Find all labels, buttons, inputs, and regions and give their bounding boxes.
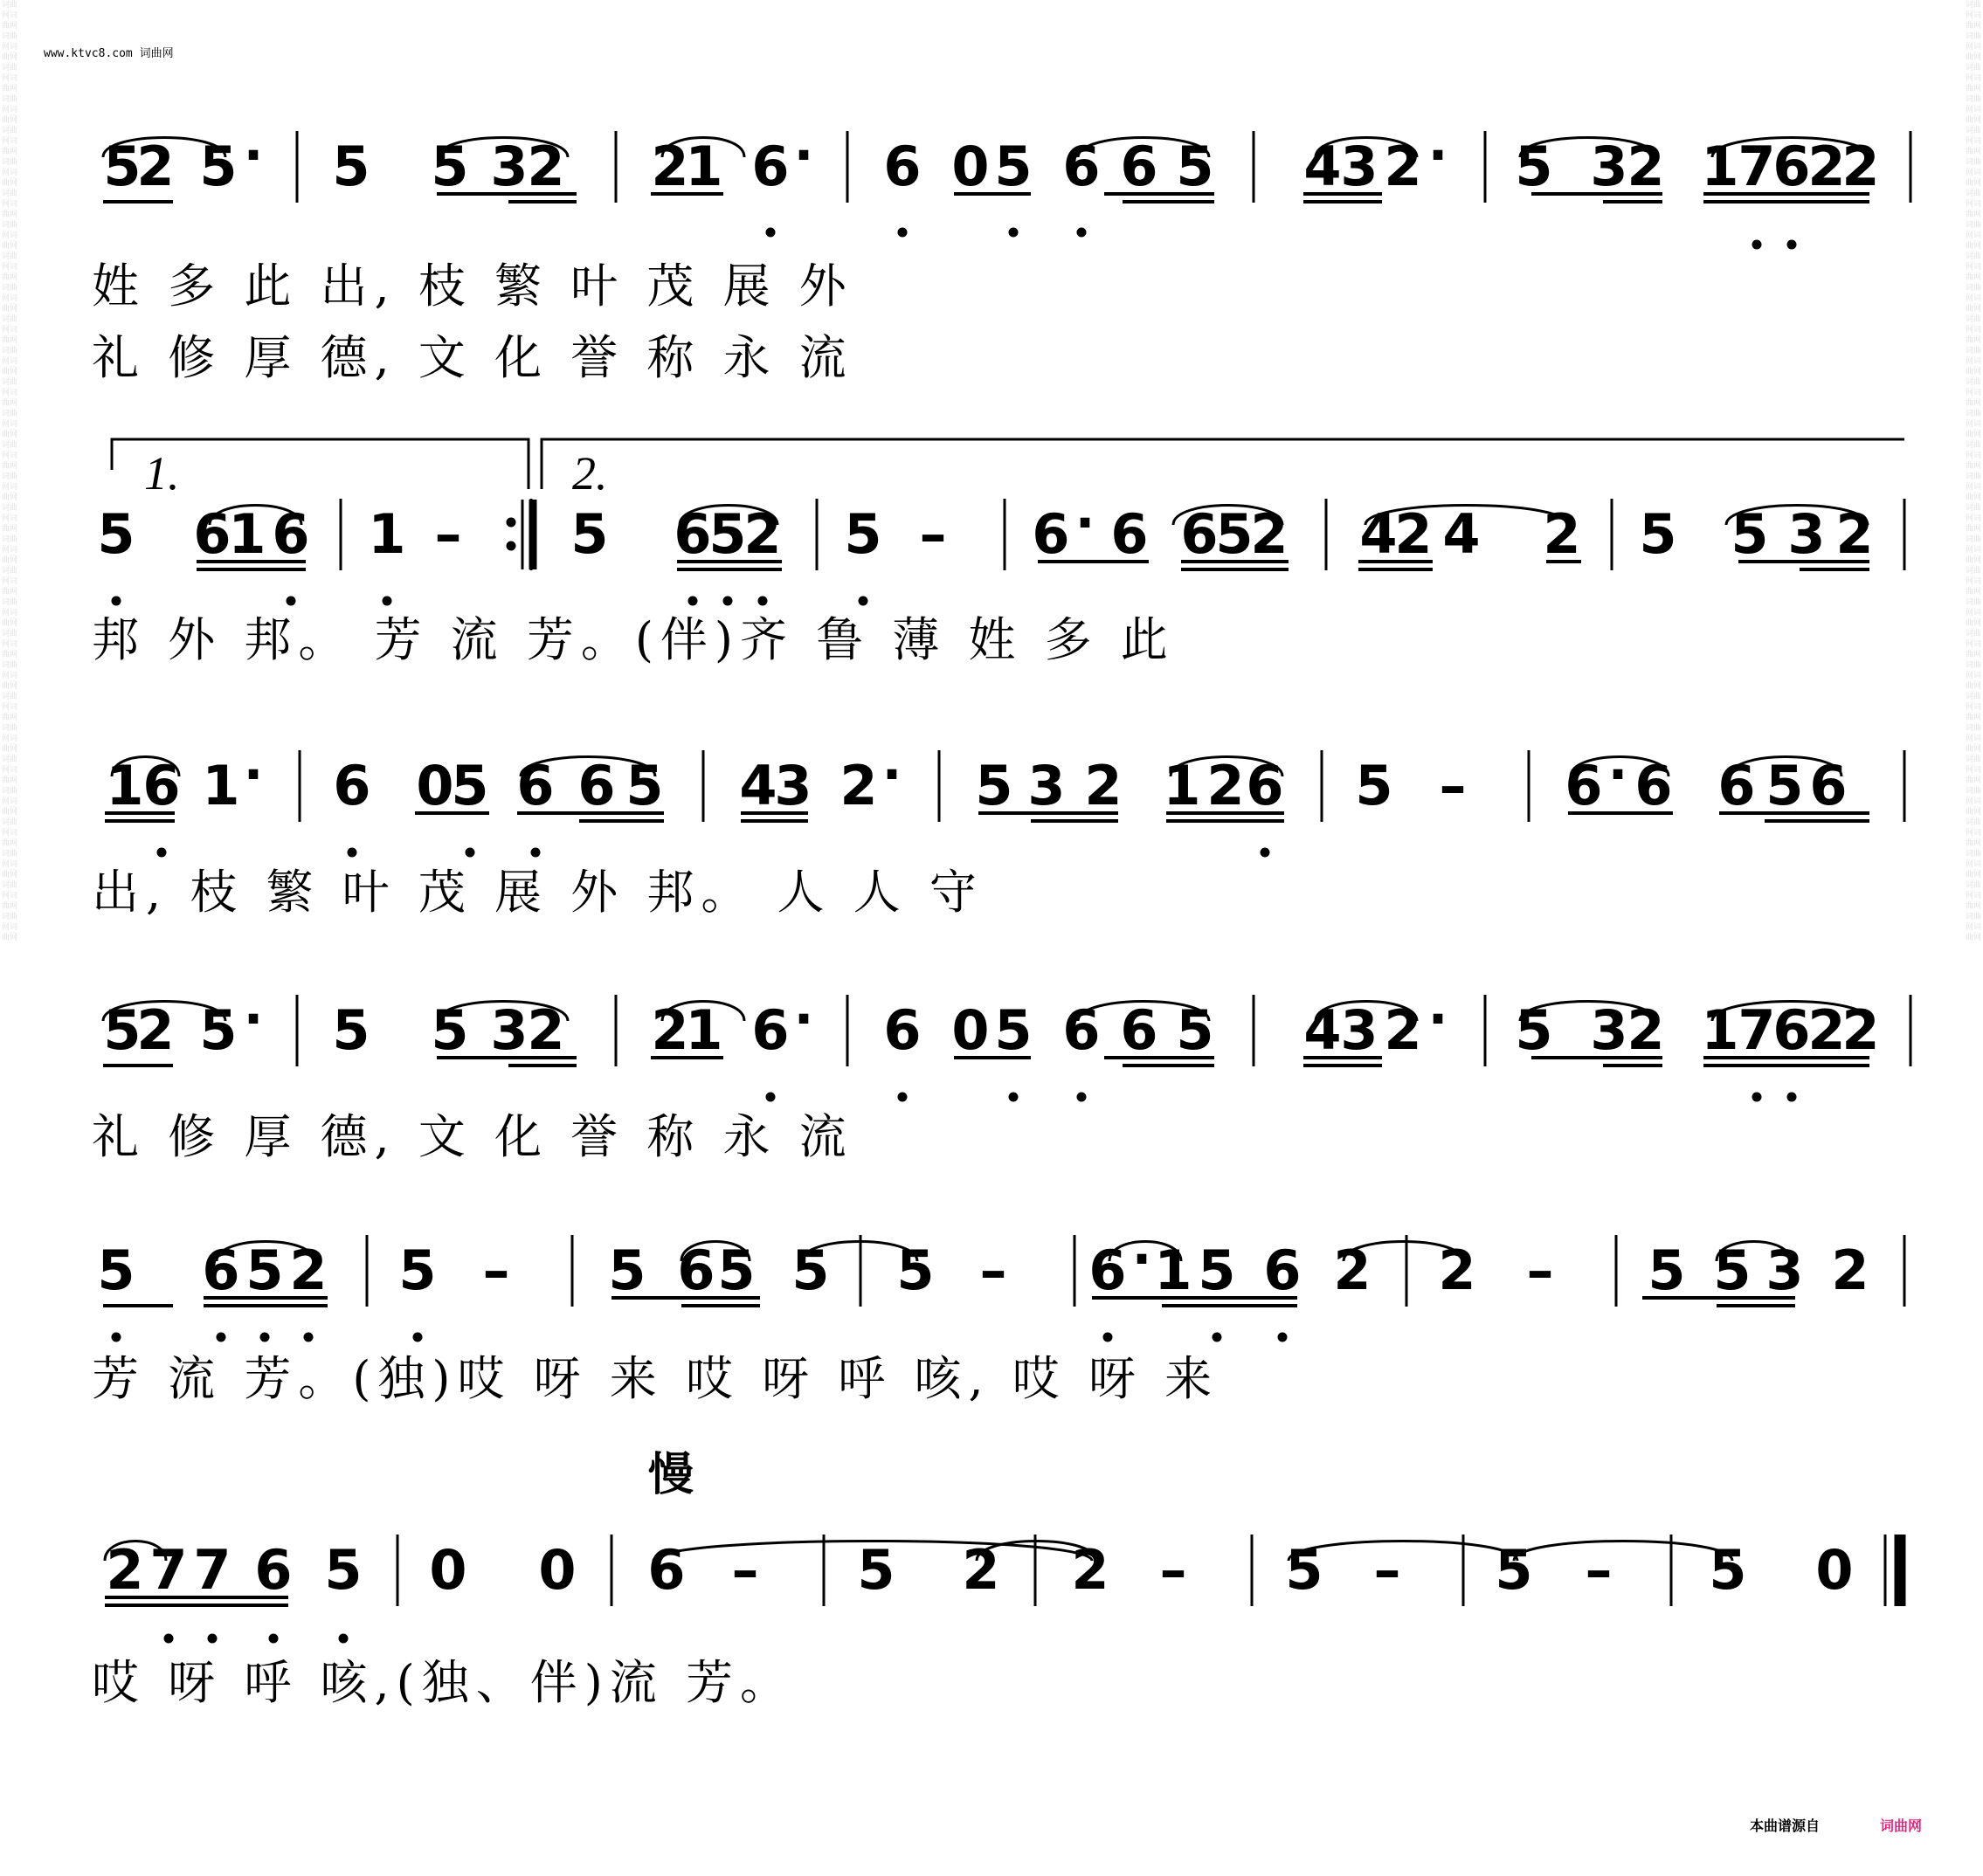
system-3-note: – — [1439, 754, 1467, 817]
system-3-note: 6 — [577, 754, 616, 817]
system-4-note: 2 — [1841, 998, 1880, 1062]
system-1-note: 2 — [1384, 134, 1422, 198]
source-label: 本曲谱源自 — [1750, 1817, 1821, 1834]
system-4-note: 6 — [1772, 998, 1811, 1062]
system-4-note: 6 — [1062, 998, 1101, 1062]
system-4-note: 6 — [751, 998, 790, 1062]
system-1-note: 6 — [751, 134, 790, 198]
system-1-note: 6 — [1120, 134, 1158, 198]
system-3-note: 1 — [202, 754, 240, 817]
system-3-note: 5 — [451, 754, 489, 817]
system-1-note: 3 — [1590, 134, 1628, 198]
system-1-note: 5 — [431, 134, 469, 198]
system-4-augmentation-dot: · — [243, 989, 264, 1050]
system-1-octave-dot — [1009, 228, 1019, 238]
repeat-dot — [507, 518, 516, 528]
system-3-octave-dot — [1261, 848, 1270, 858]
system-1-note: 4 — [1303, 134, 1342, 198]
system-6-slur — [1514, 1541, 1732, 1562]
system-2-note: 2 — [1835, 502, 1874, 566]
system-2-note: 6 — [1032, 502, 1070, 566]
source-site-name: 词曲网 — [1880, 1817, 1923, 1834]
system-4-note: 2 — [1627, 998, 1665, 1062]
system-6-note: – — [731, 1538, 759, 1602]
system-3-octave-dot — [466, 848, 475, 858]
system-5-note: 6 — [202, 1238, 240, 1302]
system-3-note: 1 — [106, 754, 144, 817]
system-1-octave-dot — [766, 228, 776, 238]
system-5-octave-dot — [1278, 1333, 1288, 1342]
system-6-note: 5 — [1285, 1538, 1323, 1602]
system-4-note: 3 — [1590, 998, 1628, 1062]
system-2-augmentation-dot: · — [1074, 493, 1095, 554]
system-4-note: 6 — [1120, 998, 1158, 1062]
system-3-augmentation-dot: · — [1607, 744, 1628, 805]
system-3-note: 5 — [975, 754, 1013, 817]
system-4-octave-dot — [1752, 1093, 1762, 1102]
system-2-note: 6 — [272, 502, 310, 566]
system-4-octave-dot — [766, 1093, 776, 1102]
system-6-note: 7 — [193, 1538, 231, 1602]
system-4-note: 6 — [883, 998, 922, 1062]
system-6-note: 5 — [324, 1538, 363, 1602]
system-1-lyric-line: 姓 多 此 出, 枝 繁 叶 茂 展 外 — [92, 259, 853, 314]
system-3-augmentation-dot: · — [243, 744, 264, 805]
system-1-augmentation-dot: · — [1427, 125, 1448, 186]
system-4-octave-dot — [1077, 1093, 1087, 1102]
system-2-note: 6 — [1180, 502, 1219, 566]
system-1-note: 5 — [103, 134, 142, 198]
system-2-lyric-line: 邦 外 邦。 芳 流 芳。(伴)齐 鲁 薄 姓 多 此 — [92, 612, 1175, 667]
system-1-note: 5 — [199, 134, 238, 198]
side-watermark-right: 词曲网词曲网词曲网词曲网词曲网词曲网词曲网词曲网词曲网词曲网词曲网词曲网词曲网词曲网词曲网词曲网词曲网词曲网词曲网词曲网词曲网词曲网词曲网词曲网词曲网词曲网词曲网词曲网词曲网词曲网词曲网词曲网词曲网词曲网词曲网词曲网词曲网词曲网词曲网词曲网词曲网词曲网词曲网词曲网词曲网词曲网词曲网词曲网词曲网词曲网词曲网词曲网词曲网词曲网词曲网词曲网词曲网词曲网词曲网词曲网 — [1966, 1, 1981, 942]
system-6-note: 5 — [1709, 1538, 1747, 1602]
system-5-octave-dot — [260, 1333, 270, 1342]
system-2-note: 5 — [708, 502, 747, 566]
system-3-octave-dot — [348, 848, 357, 858]
system-1-augmentation-dot: · — [793, 125, 814, 186]
system-1-note: 2 — [1841, 134, 1880, 198]
system-4-note: 7 — [1738, 998, 1776, 1062]
system-1-note: 7 — [1738, 134, 1776, 198]
system-2-note: 5 — [570, 502, 609, 566]
system-5-note: 5 — [97, 1238, 135, 1302]
system-5-note: 2 — [1438, 1238, 1476, 1302]
system-1-note: 6 — [1062, 134, 1101, 198]
system-3-note: 6 — [516, 754, 555, 817]
system-5-note: 6 — [1088, 1238, 1127, 1302]
system-5-note: 6 — [1263, 1238, 1302, 1302]
system-1-note: 2 — [136, 134, 175, 198]
system-4-note: 3 — [1340, 998, 1378, 1062]
system-6-note: 7 — [149, 1538, 188, 1602]
system-1-note: 5 — [994, 134, 1033, 198]
system-5-note: – — [482, 1238, 510, 1302]
system-6-note: – — [1585, 1538, 1613, 1602]
system-4-note: 3 — [490, 998, 529, 1062]
system-2-note: 2 — [1543, 502, 1581, 566]
system-3-note: 6 — [333, 754, 371, 817]
system-1-note: 1 — [685, 134, 723, 198]
system-6-note: 2 — [1071, 1538, 1109, 1602]
system-4-augmentation-dot: · — [1427, 989, 1448, 1050]
system-4-note: 5 — [332, 998, 370, 1062]
system-1-note: 5 — [1176, 134, 1214, 198]
system-4-octave-dot — [1009, 1093, 1019, 1102]
system-5-note: – — [1526, 1238, 1554, 1302]
system-4-octave-dot — [1787, 1093, 1797, 1102]
system-4-note: 5 — [431, 998, 469, 1062]
system-3-note: 1 — [1163, 754, 1201, 817]
system-1-note: 1 — [1701, 134, 1739, 198]
system-6-note: 0 — [1815, 1538, 1854, 1602]
system-3-note: 6 — [1565, 754, 1603, 817]
system-4-augmentation-dot: · — [793, 989, 814, 1050]
system-5-octave-dot — [304, 1333, 314, 1342]
system-2-note: 6 — [674, 502, 712, 566]
system-3-note: 3 — [1027, 754, 1066, 817]
system-2-note: 5 — [1731, 502, 1769, 566]
system-2-note: 5 — [844, 502, 882, 566]
system-3-lyric-line: 出, 枝 繁 叶 茂 展 外 邦。 人 人 守 — [92, 865, 984, 920]
system-5-note: 1 — [1154, 1238, 1192, 1302]
system-4-note: 2 — [651, 998, 689, 1062]
system-6-lyric-line: 哎 呀 呼 咳,(独、伴)流 芳。 — [92, 1655, 794, 1710]
system-4-note: 5 — [1176, 998, 1214, 1062]
system-2-note: 5 — [1639, 502, 1677, 566]
system-2-octave-dot — [859, 597, 868, 606]
system-2-note: 2 — [743, 502, 782, 566]
system-1-note: 5 — [332, 134, 370, 198]
system-6-note: 0 — [429, 1538, 467, 1602]
system-3-note: 5 — [1765, 754, 1804, 817]
system-1-note: 6 — [1772, 134, 1811, 198]
side-watermark-left: 词曲网词曲网词曲网词曲网词曲网词曲网词曲网词曲网词曲网词曲网词曲网词曲网词曲网词曲网词曲网词曲网词曲网词曲网词曲网词曲网词曲网词曲网词曲网词曲网词曲网词曲网词曲网词曲网词曲网词曲网词曲网词曲网词曲网词曲网词曲网词曲网词曲网词曲网词曲网词曲网词曲网词曲网词曲网词曲网词曲网词曲网词曲网词曲网词曲网词曲网词曲网词曲网词曲网词曲网词曲网词曲网词曲网词曲网词曲网词曲网 — [2, 1, 17, 942]
system-5-note: 2 — [1831, 1238, 1869, 1302]
volta-1-label: 1. — [144, 447, 180, 500]
system-6-note: – — [1159, 1538, 1187, 1602]
system-6-note: 6 — [647, 1538, 686, 1602]
system-1-note: 2 — [1807, 134, 1846, 198]
system-1-octave-dot — [1752, 240, 1762, 250]
system-4-note: 0 — [951, 998, 990, 1062]
system-5-octave-dot — [1103, 1333, 1113, 1342]
system-1-note: 3 — [1340, 134, 1378, 198]
system-2-note: 4 — [1359, 502, 1398, 566]
system-3-note: 6 — [1809, 754, 1848, 817]
system-3-note: 6 — [1717, 754, 1756, 817]
system-6-note: – — [1373, 1538, 1401, 1602]
system-3-note: 5 — [1355, 754, 1393, 817]
system-4-note: 2 — [136, 998, 175, 1062]
system-5-octave-dot — [112, 1333, 121, 1342]
system-4-note: 1 — [1701, 998, 1739, 1062]
system-2-octave-dot — [383, 597, 392, 606]
system-2-octave-dot — [688, 597, 698, 606]
system-6-note: 0 — [538, 1538, 577, 1602]
system-6-note: 5 — [1495, 1538, 1533, 1602]
system-1-octave-dot — [1787, 240, 1797, 250]
system-3-octave-dot — [157, 848, 167, 858]
system-5-note: 5 — [245, 1238, 284, 1302]
system-3-note: 6 — [142, 754, 181, 817]
system-6-octave-dot — [164, 1634, 174, 1644]
system-3-augmentation-dot: · — [881, 744, 902, 805]
system-1-note: 5 — [1515, 134, 1553, 198]
site-url: www.ktvc8.com 词曲网 — [44, 47, 174, 60]
system-1-note: 0 — [951, 134, 990, 198]
system-3-note: 6 — [1634, 754, 1673, 817]
system-5-lyric-line: 芳 流 芳。(独)哎 呀 来 哎 呀 呼 咳, 哎 呀 来 — [92, 1351, 1220, 1406]
system-3-note: 3 — [774, 754, 812, 817]
system-3-note: 6 — [1246, 754, 1284, 817]
system-1-octave-dot — [898, 228, 908, 238]
system-1-note: 2 — [1627, 134, 1665, 198]
system-6-octave-dot — [208, 1634, 218, 1644]
system-4-note: 2 — [527, 998, 565, 1062]
system-6-note: 6 — [254, 1538, 293, 1602]
system-6-note: 5 — [857, 1538, 895, 1602]
system-5-note: 5 — [1198, 1238, 1236, 1302]
system-2-note: – — [434, 502, 462, 566]
system-6-octave-dot — [269, 1634, 279, 1644]
system-4-note: 5 — [1515, 998, 1553, 1062]
system-3-note: 2 — [839, 754, 878, 817]
system-4-note: 2 — [1384, 998, 1422, 1062]
system-5-note: 5 — [896, 1238, 935, 1302]
system-1-note: 2 — [527, 134, 565, 198]
system-5-augmentation-dot: · — [1131, 1229, 1152, 1290]
system-3-note: 2 — [1206, 754, 1245, 817]
system-4-note: 5 — [994, 998, 1033, 1062]
volta-2-label: 2. — [572, 447, 608, 500]
system-5-note: 5 — [608, 1238, 646, 1302]
system-3-octave-dot — [531, 848, 541, 858]
system-2-note: 5 — [1215, 502, 1254, 566]
system-2-note: 4 — [1442, 502, 1481, 566]
system-3-note: 0 — [416, 754, 454, 817]
tempo-mark: 慢 — [647, 1449, 694, 1501]
system-1-note: 6 — [883, 134, 922, 198]
system-4-octave-dot — [898, 1093, 908, 1102]
system-2-note: 1 — [368, 502, 406, 566]
system-4-note: 1 — [685, 998, 723, 1062]
system-2-note: 2 — [1394, 502, 1433, 566]
system-6-octave-dot — [339, 1634, 349, 1644]
system-2-note: 6 — [1110, 502, 1149, 566]
system-2-note: 5 — [97, 502, 135, 566]
system-5-note: 5 — [1648, 1238, 1686, 1302]
system-4-note: 5 — [103, 998, 142, 1062]
system-4-note: 2 — [1807, 998, 1846, 1062]
system-2-octave-dot — [723, 597, 733, 606]
system-5-note: 2 — [1333, 1238, 1372, 1302]
system-5-note: 5 — [1713, 1238, 1752, 1302]
system-4-note: 5 — [199, 998, 238, 1062]
system-3-note: 5 — [625, 754, 664, 817]
system-5-note: 3 — [1765, 1238, 1804, 1302]
system-2-octave-dot — [287, 597, 296, 606]
system-1-octave-dot — [1077, 228, 1087, 238]
system-5-octave-dot — [217, 1333, 226, 1342]
system-1-note: 3 — [490, 134, 529, 198]
system-5-octave-dot — [413, 1333, 423, 1342]
system-6-note: 2 — [962, 1538, 1000, 1602]
system-5-note: 2 — [289, 1238, 328, 1302]
system-4-note: 4 — [1303, 998, 1342, 1062]
system-1-lyric-line: 礼 修 厚 德, 文 化 誉 称 永 流 — [92, 330, 853, 385]
system-5-note: – — [979, 1238, 1007, 1302]
repeat-dot — [507, 541, 516, 551]
system-3-note: 4 — [739, 754, 777, 817]
system-2-note: 3 — [1787, 502, 1826, 566]
system-5-octave-dot — [1213, 1333, 1222, 1342]
system-4-lyric-line: 礼 修 厚 德, 文 化 誉 称 永 流 — [92, 1109, 853, 1164]
system-3-note: 2 — [1084, 754, 1123, 817]
volta-2-bracket — [542, 439, 1904, 489]
system-5-note: 5 — [791, 1238, 830, 1302]
system-1-augmentation-dot: · — [243, 125, 264, 186]
system-2-note: 2 — [1250, 502, 1289, 566]
system-6-note: 2 — [106, 1538, 144, 1602]
system-5-note: 5 — [398, 1238, 437, 1302]
system-2-octave-dot — [112, 597, 121, 606]
system-2-note: 6 — [193, 502, 231, 566]
system-2-note: 1 — [228, 502, 266, 566]
system-1-note: 2 — [651, 134, 689, 198]
system-5-note: 6 — [677, 1238, 715, 1302]
system-2-octave-dot — [758, 597, 768, 606]
system-2-note: – — [919, 502, 947, 566]
system-5-note: 5 — [717, 1238, 756, 1302]
